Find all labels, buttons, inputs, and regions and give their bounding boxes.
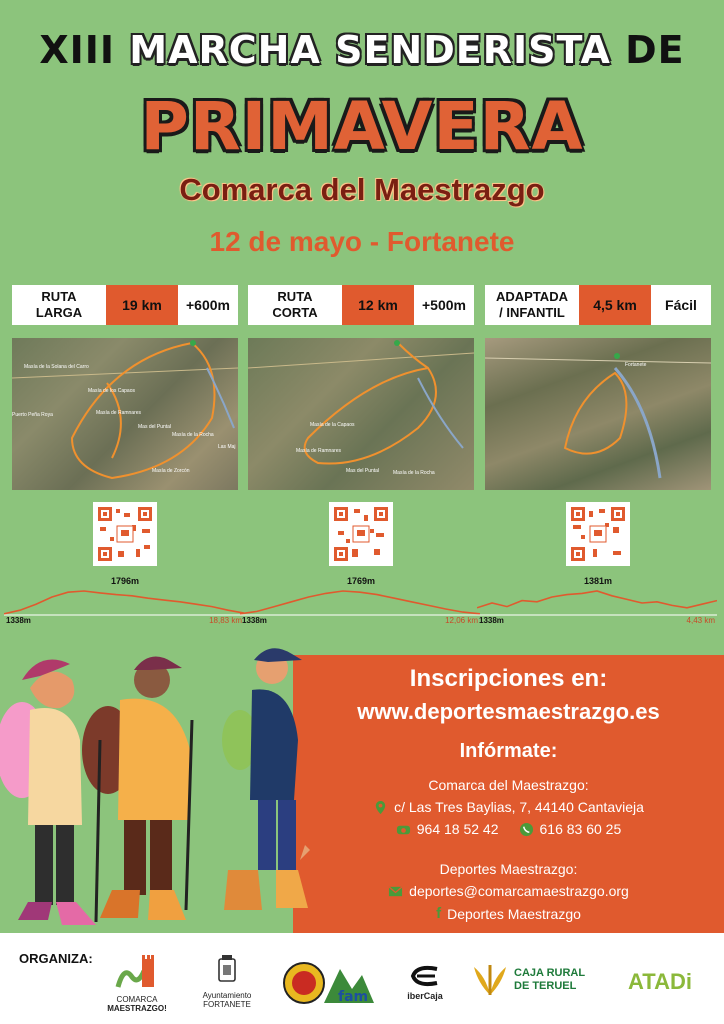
info-heading: Infórmate:	[459, 740, 558, 762]
elevation-profile	[479, 576, 715, 628]
registration-url[interactable]: www.deportesmaestrazgo.es	[357, 699, 660, 724]
org2-name: Deportes Maestrazgo:	[439, 861, 578, 877]
event-type: MARCHA SENDERISTA	[129, 28, 611, 72]
profile-chart	[4, 588, 244, 618]
event-date: 12 de mayo - Fortanete	[209, 226, 515, 257]
ibercaja-logo-icon	[407, 965, 443, 987]
comarca-maestrazgo-logo-icon	[114, 953, 160, 991]
location-pin-icon	[373, 800, 388, 815]
org2-facebook[interactable]: Deportes Maestrazgo	[447, 905, 581, 922]
subtitle: Comarca del Maestrazgo	[179, 172, 545, 207]
profile-min: 1338m	[479, 616, 504, 625]
profile-line	[477, 591, 717, 608]
profile-min: 1338m	[242, 616, 267, 625]
org2-email[interactable]: deportes@comarcamaestrazgo.org	[409, 883, 629, 899]
logo-atadi: ATADi	[628, 969, 692, 994]
route-distance: 4,5 km	[579, 285, 651, 325]
elevation-profile	[242, 576, 478, 628]
main-title: PRIMAVERA	[140, 88, 584, 165]
profile-max: 1769m	[346, 576, 376, 586]
route-name: ADAPTADA / INFANTIL	[496, 289, 568, 320]
route-name: RUTA LARGA	[35, 289, 83, 320]
org1-phone[interactable]: 964 18 52 42	[416, 821, 499, 837]
coat-of-arms-icon	[216, 953, 238, 987]
route-header	[12, 285, 238, 325]
route-map: Fortanete	[485, 338, 711, 490]
profile-line	[4, 591, 244, 614]
registration-info-panel	[293, 655, 724, 933]
logo-ayuntamiento-fortanete: Ayuntamiento FORTANETE	[196, 953, 258, 1010]
whatsapp-icon	[519, 822, 534, 837]
organiza-label: ORGANIZA:	[19, 951, 93, 966]
org1-name: Comarca del Maestrazgo:	[428, 777, 589, 793]
logo-fam	[278, 959, 374, 1012]
profile-distance: 4,43 km	[686, 616, 715, 625]
title-line1	[0, 28, 724, 72]
fam-logo-icon	[278, 959, 374, 1007]
caja-rural-wheat-icon	[470, 963, 510, 997]
route-map: Masía de la Solana del Carro Masía de los Capaos Masía de Ramnares Mas del Puntal Masía de la Rocha Las Maj Masía de Zorcón Puerto Peña Roya	[12, 338, 238, 490]
profile-max: 1381m	[583, 576, 613, 586]
title-connector: DE	[625, 28, 685, 72]
qr-code[interactable]	[93, 502, 157, 566]
route-elevation: +600m	[186, 297, 230, 313]
route-elevation: +500m	[422, 297, 466, 313]
profile-chart	[477, 588, 717, 618]
org1-whatsapp[interactable]: 616 83 60 25	[539, 821, 622, 837]
profile-min: 1338m	[6, 616, 31, 625]
footer-sponsors	[0, 933, 724, 1024]
profile-distance: 12,06 km	[445, 616, 478, 625]
phone-icon	[396, 822, 411, 837]
elevation-profile	[6, 576, 242, 628]
route-map: Masía de la Capaos Masía de Ramnares Mas del Puntal Masía de la Rocha	[248, 338, 474, 490]
route-name: RUTA CORTA	[272, 289, 318, 320]
profile-distance: 18,83 km	[209, 616, 242, 625]
route-column-short	[242, 285, 478, 628]
org1-phone-row	[293, 821, 724, 837]
org1-address-row	[293, 799, 724, 815]
route-header	[485, 285, 711, 325]
email-icon	[388, 884, 403, 899]
logo-comarca-maestrazgo: COMARCA MAESTRAZGO!	[102, 953, 172, 1014]
hikers-illustration	[0, 640, 330, 940]
org2-facebook-row	[293, 905, 724, 922]
logo-ibercaja: iberCaja	[398, 965, 452, 1002]
profile-line	[240, 591, 480, 614]
route-elevation: Fácil	[665, 297, 697, 313]
profile-max: 1796m	[110, 576, 140, 586]
registration-title: Inscripciones en:	[409, 665, 608, 692]
route-distance: 19 km	[106, 285, 178, 325]
route-distance: 12 km	[342, 285, 414, 325]
org1-address: c/ Las Tres Baylias, 7, 44140 Cantavieja	[394, 799, 644, 815]
org2-email-row	[293, 883, 724, 899]
facebook-icon: f	[436, 905, 442, 922]
route-column-kids	[479, 285, 715, 628]
route-header	[248, 285, 474, 325]
svg-text:fam: fam	[338, 989, 369, 1005]
profile-chart	[240, 588, 480, 618]
qr-code[interactable]	[329, 502, 393, 566]
route-column-long	[6, 285, 242, 628]
edition-number: XIII	[39, 28, 116, 72]
logo-caja-rural-teruel: CAJA RURAL DE TERUEL	[470, 963, 600, 997]
qr-code[interactable]	[566, 502, 630, 566]
